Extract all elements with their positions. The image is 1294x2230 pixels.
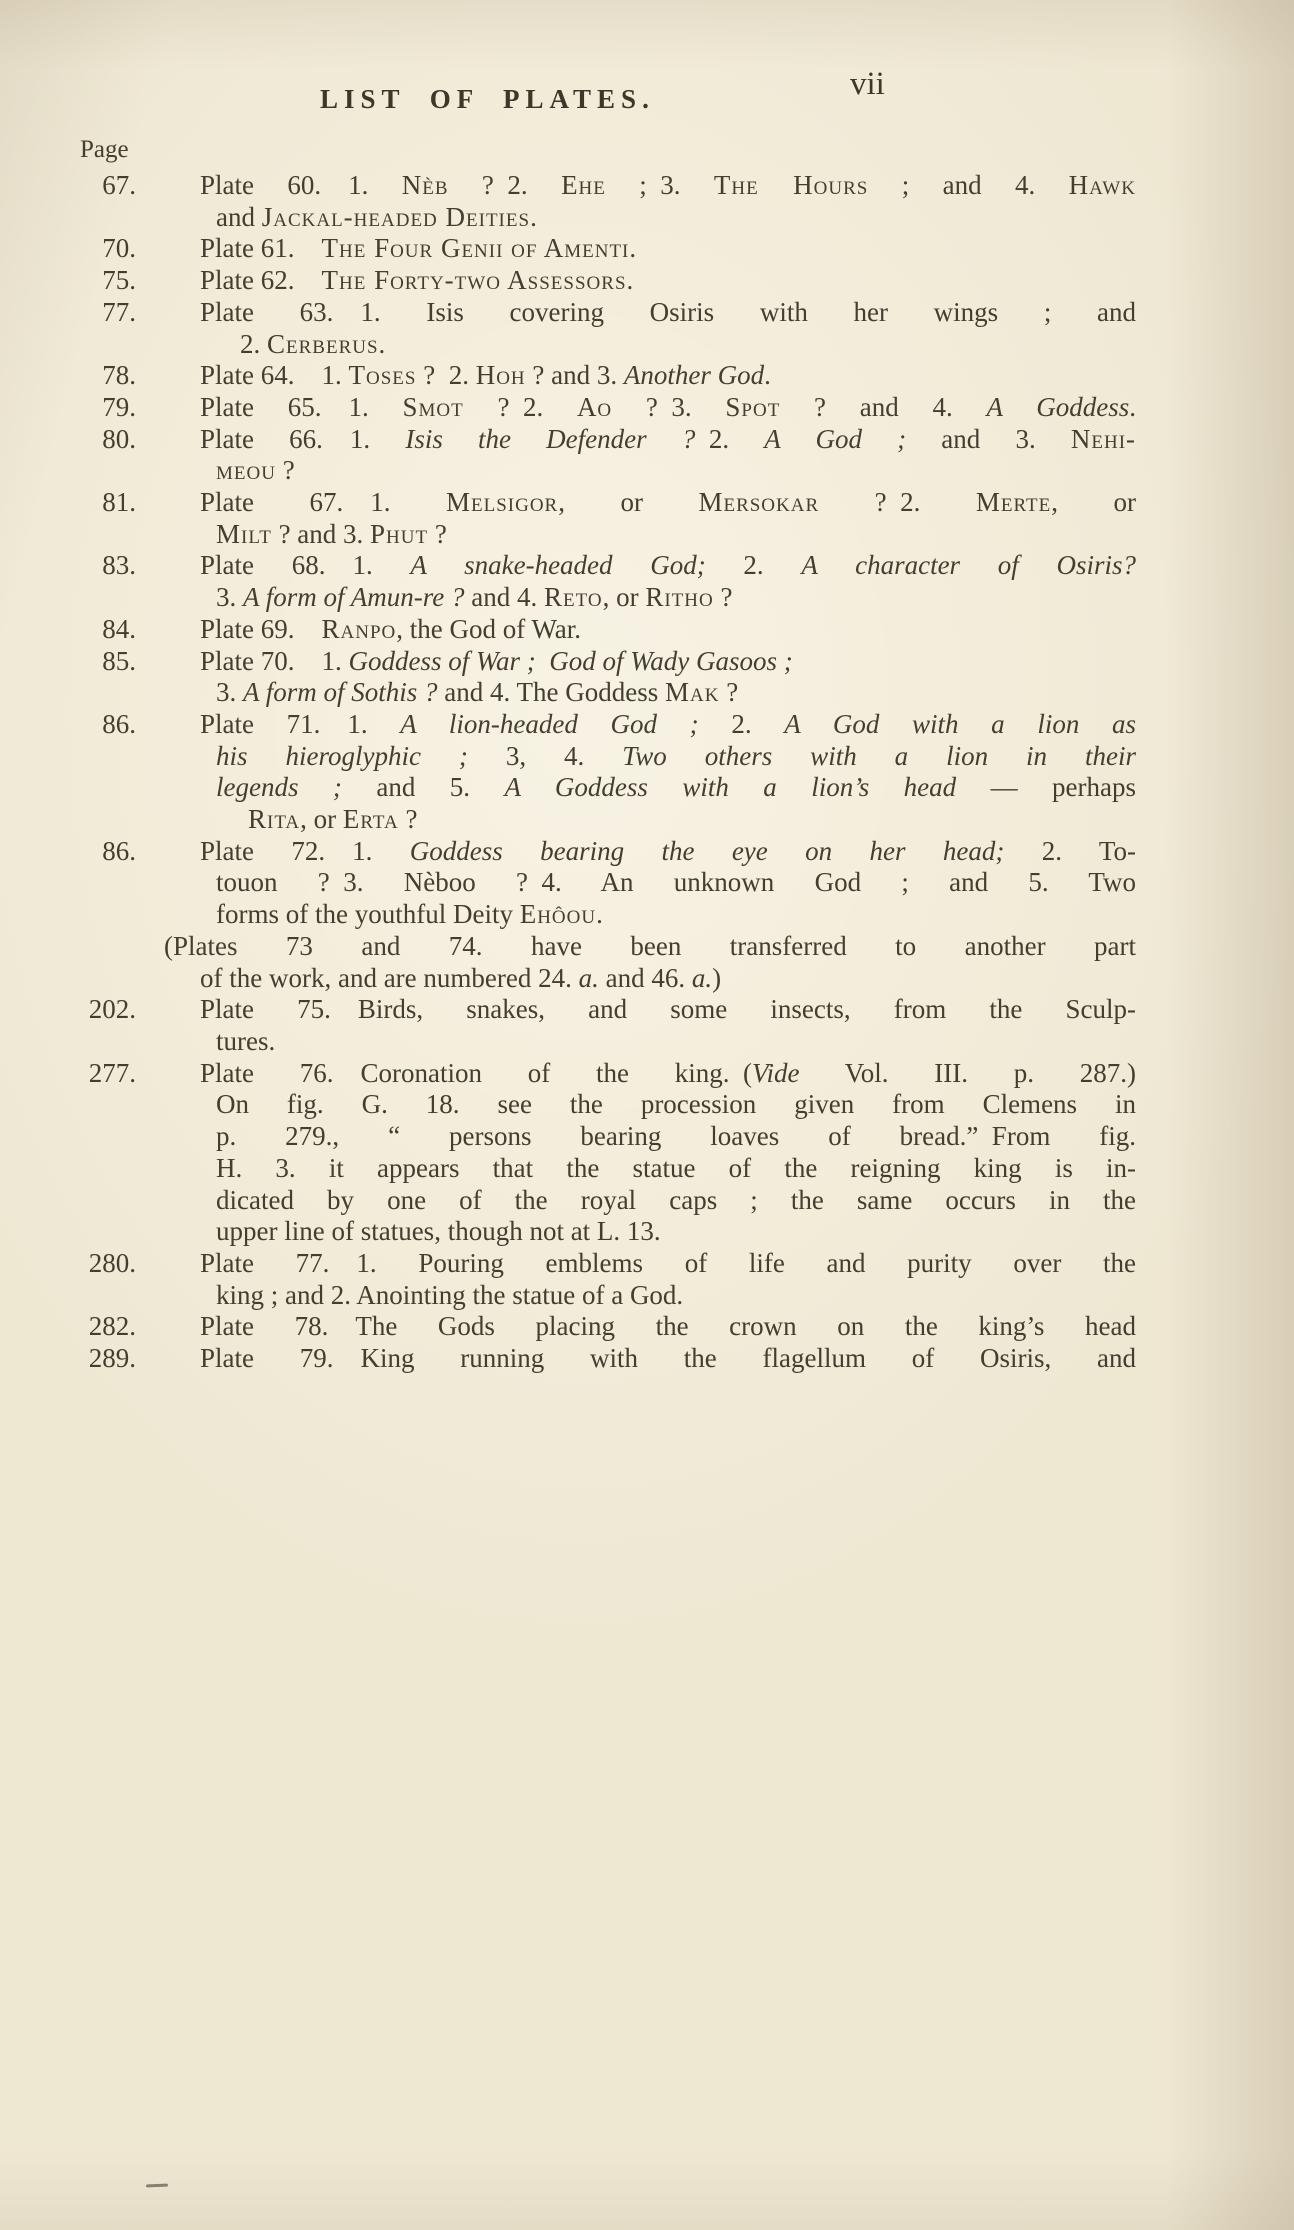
italic-text: A Goddess	[986, 391, 1130, 422]
italic-text: a.	[691, 962, 713, 993]
roman-text: .	[378, 328, 386, 359]
roman-text: ?	[275, 455, 295, 486]
roman-text: 3.	[216, 582, 243, 613]
roman-text: ? 2.	[819, 487, 976, 518]
entry-text	[200, 1311, 1136, 1343]
roman-text: Plate 68. 1.	[200, 550, 411, 581]
smallcaps-text: Toses	[348, 360, 417, 391]
smallcaps-text: Nehi-	[1070, 423, 1137, 454]
plate-list	[78, 170, 1136, 1375]
entry-line	[200, 994, 1136, 1026]
roman-text: ? 3.	[612, 391, 726, 422]
entry-line	[200, 1311, 1136, 1343]
roman-text: ; and 4.	[868, 170, 1069, 200]
smallcaps-text: Melsigor	[445, 487, 559, 518]
entry-page-number: 84.	[102, 613, 136, 644]
entry-page-number: 79.	[102, 391, 136, 422]
entry-text	[200, 994, 1136, 1057]
roman-text: and 3.	[906, 423, 1071, 454]
entry-page-number: 85.	[102, 645, 136, 676]
entry-text	[200, 265, 1136, 297]
italic-text: A snake-headed God;	[410, 550, 706, 581]
italic-text: A God with a lion as	[784, 708, 1136, 739]
smallcaps-text: The Hours	[713, 170, 869, 200]
smallcaps-text: Ao	[576, 391, 613, 422]
entry-line	[216, 741, 1136, 773]
entry-line	[200, 265, 1136, 297]
entry-line	[200, 233, 1136, 265]
entry-line	[216, 1185, 1136, 1217]
entry-line	[200, 424, 1136, 456]
plate-entry	[78, 1343, 1136, 1375]
smallcaps-text: Milt	[216, 518, 272, 549]
entry-line	[216, 519, 1136, 551]
entry-line	[216, 582, 1136, 614]
roman-text: ?	[713, 582, 733, 613]
roman-text: .	[764, 360, 771, 391]
roman-text: ? and 3.	[525, 360, 624, 391]
entry-text	[200, 646, 1136, 709]
smallcaps-text: Merte	[975, 487, 1052, 518]
entry-text	[200, 709, 1136, 836]
roman-text: , or	[602, 582, 646, 613]
entry-page-number: 86.	[102, 835, 136, 866]
roman-text: Plate 62.	[200, 265, 322, 296]
entry-page-number: 78.	[102, 360, 136, 391]
smallcaps-text: Ehe	[561, 170, 606, 200]
page-column-label: Page	[80, 136, 129, 163]
roman-text: upper line of statues, though not at L. 13.	[216, 1216, 661, 1247]
roman-text: Plate 75. Birds, snakes, and some insects, from the Sculp-	[200, 994, 1136, 1025]
entry-text	[200, 1248, 1136, 1311]
italic-text: A Goddess with a lion’s head	[504, 772, 957, 803]
entry-text	[200, 1343, 1136, 1375]
entry-page-number: 67.	[102, 170, 136, 200]
smallcaps-text: Ehôou	[519, 899, 597, 930]
roman-text: ? 2.	[448, 170, 562, 200]
roman-text: ?	[428, 518, 447, 549]
entry-line	[216, 1089, 1136, 1121]
italic-text: A lion-headed God ;	[400, 708, 699, 739]
entry-line	[200, 1248, 1136, 1280]
roman-text: (Plates 73 and 74. have been transferred to another part	[164, 930, 1136, 961]
italic-text: A form of Amun-re ?	[243, 582, 465, 613]
roman-text: king ; and 2. Anointing the statue of a God.	[216, 1279, 684, 1310]
smallcaps-text: Spot	[725, 391, 781, 422]
roman-text: of the work, and are numbered 24.	[200, 962, 579, 993]
plate-entry	[78, 265, 1136, 297]
roman-text: ? and 4.	[780, 391, 987, 422]
entry-line	[200, 297, 1136, 329]
entry-text	[200, 550, 1136, 613]
entry-line	[200, 1058, 1136, 1090]
page-folio: vii	[850, 66, 885, 102]
entry-line	[216, 1026, 1136, 1058]
plate-entry	[78, 424, 1136, 487]
plate-entry	[78, 646, 1136, 709]
roman-text: , the God of War.	[396, 613, 582, 644]
roman-text: , or	[300, 804, 343, 835]
entry-line	[200, 487, 1136, 519]
entry-line	[200, 963, 1136, 995]
italic-text: Isis the Defender ?	[405, 423, 696, 454]
roman-text: Plate 70. 1.	[200, 645, 349, 676]
entry-line	[164, 931, 1136, 963]
entry-page-number: 280.	[88, 1247, 136, 1278]
roman-text: ; 3.	[605, 170, 714, 200]
entry-line	[200, 170, 1136, 202]
entry-line	[240, 329, 1136, 361]
plate-entry	[78, 487, 1136, 550]
entry-text	[200, 1058, 1136, 1248]
entry-line	[216, 677, 1136, 709]
smallcaps-text: The Forty-two Assessors	[321, 265, 627, 296]
roman-text: Plate 72. 1.	[200, 835, 410, 866]
plate-entry	[78, 392, 1136, 424]
roman-text: ? 2.	[463, 391, 577, 422]
roman-text: 2.	[695, 423, 765, 454]
roman-text: )	[712, 962, 722, 993]
smallcaps-text: Jackal-headed Deities	[261, 201, 531, 232]
roman-text: Plate 79. King running with the flagellum of Osiris, and	[200, 1343, 1136, 1374]
italic-text: A God ;	[764, 423, 907, 454]
smallcaps-text: Smot	[402, 391, 464, 422]
roman-text: Plate 78. The Gods placing the crown on the king’s head	[200, 1311, 1136, 1342]
roman-text: and 4. The Goddess	[437, 677, 666, 708]
smallcaps-text: Hawk	[1068, 170, 1136, 200]
entry-line	[200, 392, 1136, 424]
roman-text: forms of the youthful Deity	[216, 899, 520, 930]
roman-text: Vol. III. p. 287.)	[799, 1057, 1136, 1088]
entry-text	[200, 392, 1136, 424]
roman-text: and 5.	[341, 772, 505, 803]
italic-text: Vide	[751, 1057, 800, 1088]
entry-line	[248, 804, 1136, 836]
roman-text: Plate 66. 1.	[200, 423, 406, 454]
entry-text	[200, 487, 1136, 550]
smallcaps-text: meou	[216, 455, 276, 486]
smallcaps-text: Ritho	[645, 582, 714, 613]
smallcaps-text: Phut	[370, 518, 429, 549]
italic-text: Goddess bearing the eye on her head;	[409, 835, 1005, 866]
italic-text: Two others with a lion in their	[622, 740, 1137, 771]
entry-text	[200, 424, 1136, 487]
entry-page-number: 81.	[102, 487, 136, 518]
entry-text	[200, 836, 1136, 931]
page-title: LIST OF PLATES.	[320, 84, 655, 114]
roman-text: Plate 71. 1.	[200, 708, 401, 739]
italic-text: a.	[578, 962, 599, 993]
plate-entry	[78, 360, 1136, 392]
smallcaps-text: Rita	[248, 804, 301, 835]
roman-text: .	[1129, 391, 1136, 422]
roman-text: 2. To-	[1004, 835, 1136, 866]
smallcaps-text: Mak	[665, 677, 720, 708]
roman-text: .	[626, 265, 634, 296]
entry-page-number: 277.	[88, 1057, 136, 1088]
roman-text: and 46.	[598, 962, 692, 993]
plate-entry	[78, 709, 1136, 836]
roman-text: 3, 4.	[467, 740, 623, 771]
entry-text	[200, 170, 1136, 233]
entry-line	[216, 772, 1136, 804]
entry-page-number: 282.	[88, 1311, 136, 1342]
entry-line	[200, 614, 1136, 646]
entry-line	[200, 1343, 1136, 1375]
scan-mark	[146, 2184, 168, 2188]
plate-entry	[78, 1058, 1136, 1248]
roman-text: 2.	[698, 708, 785, 739]
roman-text: , or	[1051, 487, 1136, 518]
roman-text: Plate 77. 1. Pouring emblems of life and purity over the	[200, 1247, 1136, 1278]
roman-text: ? and 3.	[271, 518, 371, 549]
smallcaps-text: Ranpo	[321, 613, 397, 644]
roman-text: touon ? 3. Nèboo ? 4. An unknown God ; and 5. Two	[216, 867, 1136, 898]
entry-text	[200, 297, 1136, 360]
roman-text: , or	[558, 487, 699, 518]
italic-text: Another God	[623, 360, 765, 391]
roman-text: Plate 65. 1.	[200, 391, 403, 422]
roman-text: tures.	[216, 1025, 276, 1056]
entry-line	[216, 1280, 1136, 1312]
entry-line	[216, 899, 1136, 931]
plate-entry	[78, 931, 1136, 994]
roman-text: 3.	[216, 677, 243, 708]
entry-page-number: 77.	[102, 296, 136, 327]
plate-entry	[78, 836, 1136, 931]
smallcaps-text: Cerberus	[267, 328, 379, 359]
entry-line	[216, 1216, 1136, 1248]
roman-text: H. 3. it appears that the statue of the reigning king is in-	[216, 1152, 1136, 1183]
roman-text: .	[530, 201, 537, 232]
entry-text	[200, 360, 1136, 392]
entry-page-number: 70.	[102, 233, 136, 264]
roman-text: ?	[719, 677, 739, 708]
entry-line	[200, 550, 1136, 582]
entry-line	[200, 836, 1136, 868]
entry-text	[164, 930, 1136, 994]
roman-text: dicated by one of the royal caps ; the same occurs in the	[216, 1184, 1136, 1215]
roman-text: ?	[398, 804, 418, 835]
smallcaps-text: Hoh	[475, 360, 526, 391]
smallcaps-text: Erta	[342, 804, 399, 835]
entry-page-number: 289.	[88, 1343, 136, 1374]
plate-entry	[78, 170, 1136, 233]
roman-text: Plate 61.	[200, 233, 322, 264]
entry-page-number: 83.	[102, 550, 136, 581]
plate-entry	[78, 297, 1136, 360]
plate-entry	[78, 614, 1136, 646]
entry-line	[216, 202, 1136, 234]
roman-text: — perhaps	[956, 772, 1136, 803]
smallcaps-text: Nèb	[401, 170, 449, 200]
entry-page-number	[78, 931, 136, 994]
roman-text: Plate 64. 1.	[200, 360, 349, 391]
entry-page-number: 86.	[102, 708, 136, 739]
smallcaps-text: The Four Genii of Amenti	[321, 233, 630, 264]
roman-text: ? 2.	[416, 360, 476, 391]
roman-text: 2.	[705, 550, 802, 581]
entry-page-number: 80.	[102, 423, 136, 454]
smallcaps-text: Mersokar	[698, 487, 820, 518]
entry-line	[200, 360, 1136, 392]
roman-text: .	[596, 899, 603, 930]
roman-text: and	[216, 201, 262, 232]
roman-text: Plate 60. 1.	[200, 170, 402, 200]
roman-text: and 4.	[464, 582, 544, 613]
plate-entry	[78, 1311, 1136, 1343]
italic-text: his hieroglyphic ;	[216, 740, 468, 771]
plate-entry	[78, 1248, 1136, 1311]
roman-text: Plate 67. 1.	[200, 487, 446, 518]
plate-entry	[78, 550, 1136, 613]
entry-line	[216, 1121, 1136, 1153]
entry-line	[200, 646, 1136, 678]
entry-page-number: 202.	[88, 994, 136, 1025]
entry-line	[216, 1153, 1136, 1185]
roman-text: On fig. G. 18. see the procession given from Clemens in	[216, 1089, 1136, 1120]
roman-text: p. 279., “ persons bearing loaves of bread.” From fig.	[216, 1121, 1136, 1152]
smallcaps-text: Reto	[543, 582, 603, 613]
italic-text: A character of Osiris?	[801, 550, 1136, 581]
roman-text: 2.	[240, 328, 267, 359]
entry-page-number: 75.	[102, 265, 136, 296]
entry-text	[200, 233, 1136, 265]
entry-line	[216, 867, 1136, 899]
plate-entry	[78, 233, 1136, 265]
plate-entry	[78, 994, 1136, 1057]
italic-text: legends ;	[216, 772, 342, 803]
entry-text	[200, 614, 1136, 646]
italic-text: Goddess of War ; God of Wady Gasoos ;	[348, 645, 793, 676]
entry-line	[200, 709, 1136, 741]
roman-text: Plate 69.	[200, 613, 322, 644]
entry-line	[216, 455, 1136, 487]
italic-text: A form of Sothis ?	[243, 677, 438, 708]
roman-text: .	[629, 233, 637, 264]
roman-text: Plate 63. 1. Isis covering Osiris with her wings ; and	[200, 296, 1136, 327]
roman-text: Plate 76. Coronation of the king. (	[200, 1057, 752, 1088]
